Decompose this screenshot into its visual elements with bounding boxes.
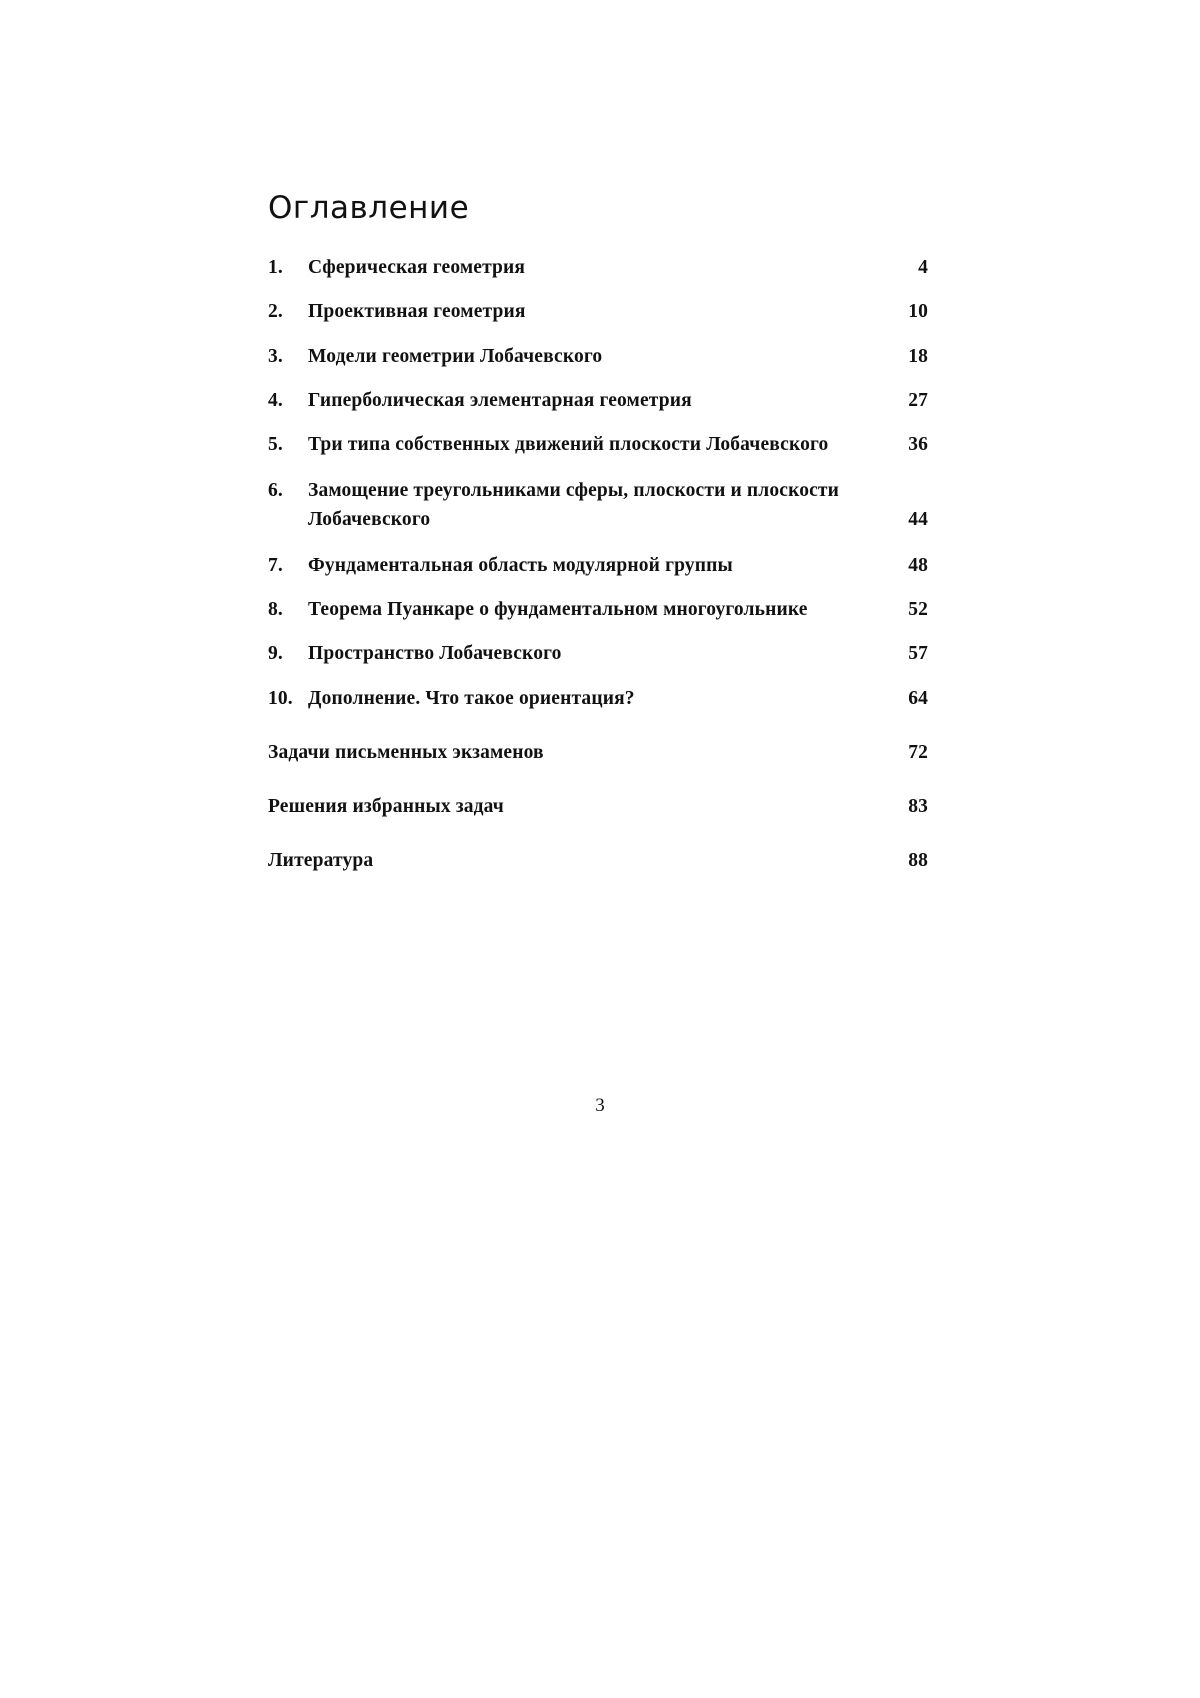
toc-entry-number: 9. [268, 643, 283, 665]
toc-entry[interactable] [268, 793, 928, 821]
toc-entry[interactable] [268, 685, 928, 713]
toc-entry[interactable] [268, 477, 928, 534]
toc-entry-page: 10 [908, 301, 928, 323]
toc-entry-page: 83 [908, 796, 928, 818]
page-title: Оглавление [268, 190, 470, 226]
toc-entry[interactable] [268, 254, 928, 282]
toc-entry-number: 2. [268, 301, 283, 323]
toc-entry-label: Модели геометрии Лобачевского [308, 345, 603, 367]
toc-entry-label: Литература [268, 850, 374, 872]
toc-entry-label: Пространство Лобачевского [308, 643, 562, 665]
toc-entry-label: Три типа собственных движений плоскости Лобачевского [308, 434, 829, 456]
toc-entry-number: 4. [268, 389, 283, 411]
toc-entry-label: Гиперболическая элементарная геометрия [308, 389, 692, 411]
toc-entry[interactable] [268, 739, 928, 767]
page-number: 3 [595, 1095, 605, 1116]
toc-entry-page: 64 [908, 687, 928, 709]
toc-entry-label: Проективная геометрия [308, 301, 526, 323]
toc-entry-label: Задачи письменных экзаменов [268, 741, 544, 763]
toc-entry-number: 6. [268, 480, 283, 502]
toc-entry[interactable] [268, 431, 928, 459]
toc-entry-page: 18 [908, 345, 928, 367]
toc-list [268, 254, 928, 876]
toc-entry-label: Сферическая геометрия [308, 257, 526, 278]
toc-entry[interactable] [268, 298, 928, 326]
toc-entry-page: 57 [908, 643, 928, 665]
toc-entry-number: 7. [268, 554, 283, 576]
toc-entry-page: 27 [908, 389, 928, 411]
toc-entry-label: Решения избранных задач [268, 796, 504, 818]
toc-entry[interactable] [268, 596, 928, 624]
toc-entry[interactable] [268, 387, 928, 415]
toc-entry-label: Теорема Пуанкаре о фундаментальном многоугольнике [308, 599, 808, 621]
toc-entry[interactable] [268, 847, 928, 875]
toc-entry[interactable] [268, 640, 928, 668]
toc-entry-number: 1. [268, 257, 283, 278]
toc-entry-page: 4 [918, 257, 928, 278]
toc-entry-page: 48 [908, 554, 928, 576]
toc-entry-page: 88 [908, 850, 928, 872]
toc-entry-label: Фундаментальная область модулярной группы [308, 554, 733, 576]
toc-entry-label: Дополнение. Что такое ориентация? [308, 687, 635, 709]
toc-entry[interactable] [268, 552, 928, 580]
toc-entry-label: Замощение треугольниками сферы, плоскости и плоскости Лобачевского [308, 480, 840, 530]
toc-entry-page: 36 [908, 434, 928, 456]
toc-entry[interactable] [268, 343, 928, 371]
toc-entry-number: 3. [268, 345, 283, 367]
toc-entry-number: 10. [268, 687, 293, 709]
toc-entry-number: 8. [268, 599, 283, 621]
toc-entry-number: 5. [268, 434, 283, 456]
toc-entry-page: 72 [908, 741, 928, 763]
toc-entry-page: 44 [908, 508, 928, 530]
toc-entry-page: 52 [908, 599, 928, 621]
table-of-contents [268, 190, 928, 896]
